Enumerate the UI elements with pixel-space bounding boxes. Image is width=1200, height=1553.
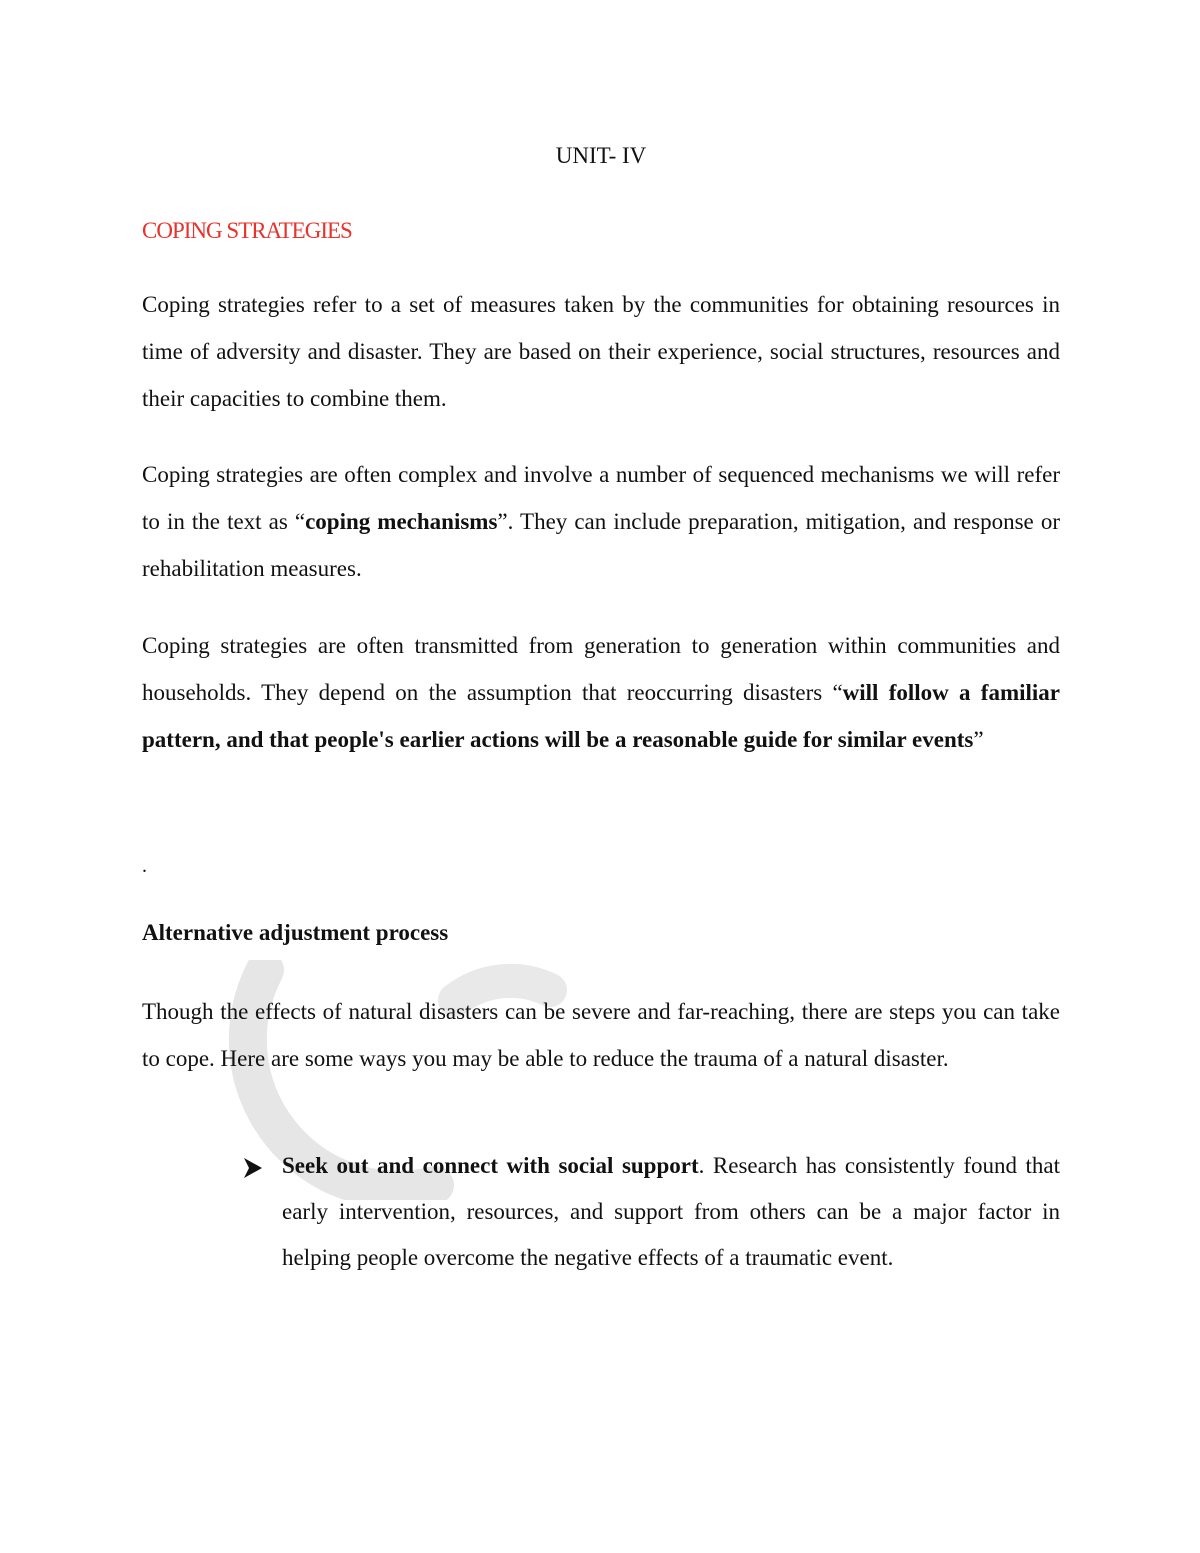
para2-text-end: ”. They can include preparation, mitigation, and response or rehabilitation measures.	[142, 509, 1060, 581]
para2-bold-term: coping mechanisms	[305, 509, 498, 534]
para2-text-start: Coping strategies are often complex and involve a number of sequenced mechanisms we will refer to in the text as “	[142, 462, 1060, 534]
paragraph-coping-mechanisms	[142, 451, 1060, 592]
arrowhead-bullet-icon	[242, 1157, 264, 1179]
para3-text-end: ”	[973, 727, 984, 752]
paragraph-natural-disaster-steps: Though the effects of natural disasters can be severe and far-reaching, there are steps you can take to cope. Here are some ways you may be able to reduce the trauma of a natural disaster.	[142, 999, 1060, 1071]
section-heading-alternative-adjustment: Alternative adjustment process	[142, 920, 449, 945]
bullet-body: . Research has consistently found that early intervention, resources, and support from others can be a major factor in helping people overcome the negative effects of a traumatic event.	[282, 1153, 1060, 1270]
bullet-bold-lead: Seek out and connect with social support	[282, 1153, 699, 1178]
para3-text-start: Coping strategies are often transmitted from generation to generation within communities and households. They depend on the assumption that reoccurring disasters “	[142, 633, 1060, 705]
paragraph-coping-definition: Coping strategies refer to a set of measures taken by the communities for obtaining resources in time of adversity and disaster. They are based on their experience, social structures, resources and their capacities to combine them.	[142, 292, 1060, 411]
section-heading-coping-strategies: COPING STRATEGIES	[142, 218, 352, 243]
unit-title: UNIT- IV	[555, 143, 647, 168]
bullet-text	[282, 1143, 1060, 1281]
stray-period: .	[142, 855, 147, 877]
paragraph-transmission	[142, 622, 1060, 763]
para3-bold-quote: will follow a familiar pattern, and that people's earlier actions will be a reasonable guide for similar events	[142, 680, 1060, 752]
